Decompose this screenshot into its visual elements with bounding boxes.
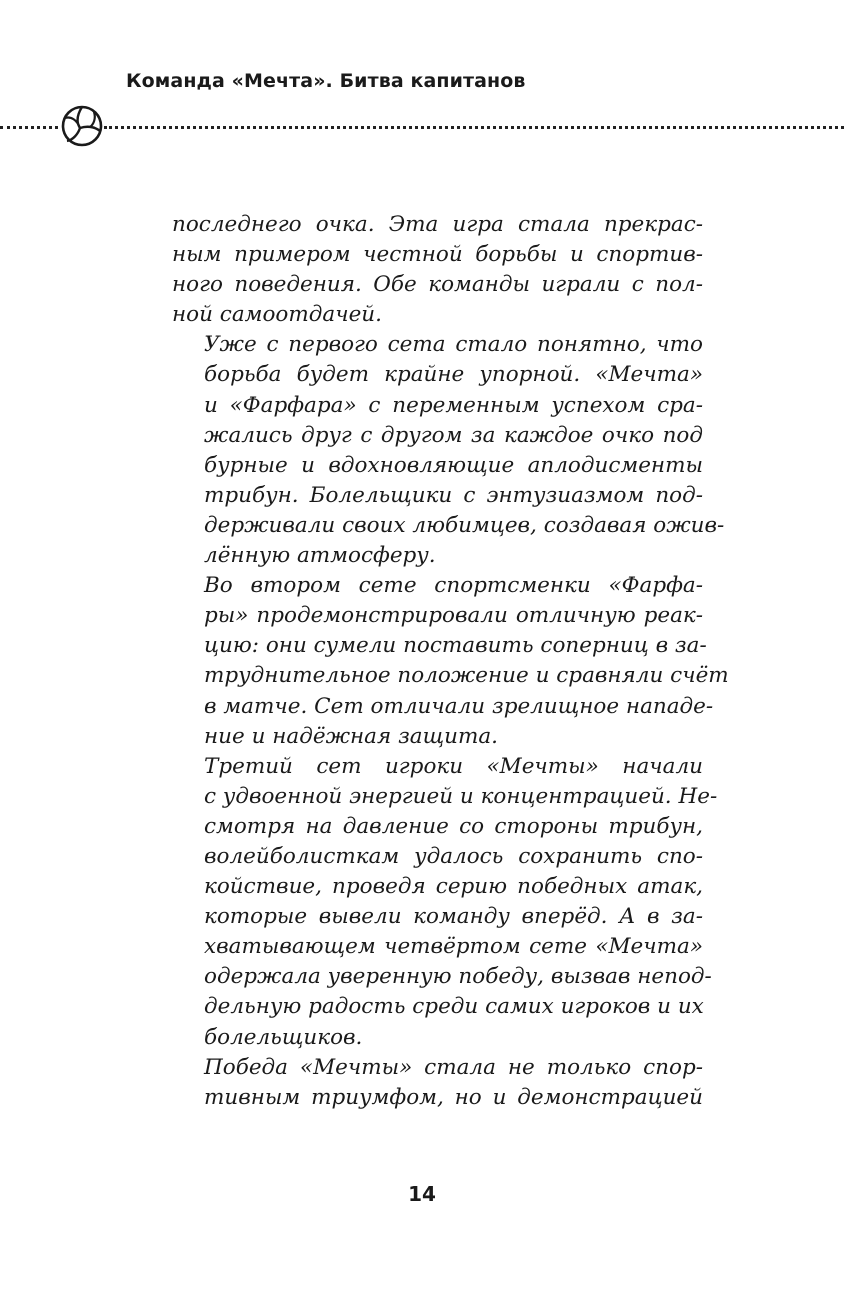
body-text [172, 210, 729, 1113]
paragraph [172, 752, 718, 1053]
text-line: борьба будет крайне упорной. «Мечта» [204, 362, 703, 388]
header-dotted-rule-right [104, 126, 844, 129]
paragraph [172, 571, 729, 752]
text-line: болельщиков. [204, 1024, 363, 1050]
text-line: в матче. Сет отличали зрелищное нападе- [204, 693, 714, 719]
running-title: Команда «Мечта». Битва капитанов [126, 70, 526, 92]
text-line: лённую атмосферу. [204, 543, 436, 569]
text-line: хватывающем четвёртом сете «Мечта» [204, 934, 703, 960]
text-line: цию: они сумели поставить соперниц в за- [204, 633, 707, 659]
text-line: жались друг с другом за каждое очко под [204, 422, 703, 448]
text-line: и «Фарфара» с переменным успехом сра- [204, 392, 703, 418]
text-line: смотря на давление со стороны трибун, [204, 813, 703, 839]
text-line: которые вывели команду вперёд. А в за- [204, 904, 703, 930]
volleyball-icon [60, 104, 104, 148]
text-line: бурные и вдохновляющие аплодисменты [204, 452, 703, 478]
text-line: трибун. Болельщики с энтузиазмом под- [204, 482, 703, 508]
text-line: последнего очка. Эта игра стала прекрас- [172, 212, 703, 237]
header-dotted-rule-left [0, 126, 58, 129]
text-line: ры» продемонстрировали отличную реак- [204, 603, 703, 629]
paragraph [172, 1053, 703, 1113]
text-line: Победа «Мечты» стала не только спор- [204, 1054, 703, 1080]
text-line: дельную радость среди самих игроков и их [204, 994, 704, 1020]
text-line: койствие, проведя серию победных атак, [204, 874, 703, 900]
text-line: тивным триумфом, но и демонстрацией [204, 1084, 703, 1110]
text-line: волейболисткам удалось сохранить спо- [204, 843, 703, 869]
text-line: Уже с первого сета стало понятно, что [204, 332, 703, 358]
page-number: 14 [408, 1182, 436, 1206]
text-line: держивали своих любимцев, создавая ожив- [204, 512, 725, 538]
text-line: ным примером честной борьбы и спортив- [172, 242, 703, 268]
text-line: Третий сет игроки «Мечты» начали [204, 753, 703, 779]
text-line: ного поведения. Обе команды играли с пол- [172, 272, 703, 298]
text-line: Во втором сете спортсменки «Фарфа- [204, 573, 703, 599]
text-line: ной самоотдачей. [172, 302, 382, 328]
text-line: ние и надёжная защита. [204, 723, 499, 749]
text-line: труднительное положение и сравняли счёт [204, 663, 729, 689]
paragraph [172, 330, 725, 571]
paragraph [172, 210, 703, 330]
text-line: с удвоенной энергией и концентрацией. Не- [204, 783, 718, 809]
text-line: одержала уверенную победу, вызвав непод- [204, 964, 712, 990]
